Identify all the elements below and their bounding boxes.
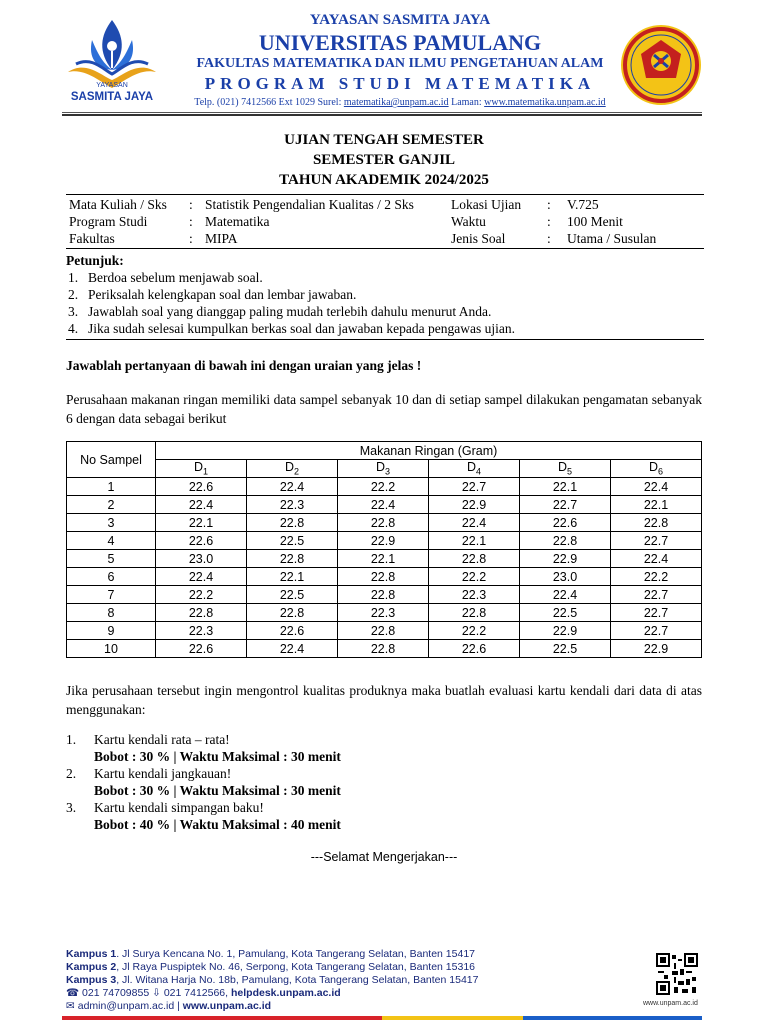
measurement-cell: 22.5 [247, 532, 338, 550]
table-row [67, 586, 702, 604]
case-intro: Perusahaan makanan ringan memiliki data sampel sebanyak 10 dan di setiap sampel dilakukan pengamatan sebanyak 6 dengan data sebagai berikut [66, 392, 702, 426]
question-text: Kartu kendali rata – rata! [94, 732, 230, 747]
table-row [67, 568, 702, 586]
table-row [67, 550, 702, 568]
qr-caption: www.unpam.ac.id [643, 1000, 698, 1007]
list-item: 2. Periksalah kelengkapan soal dan lembar jawaban. [68, 287, 357, 302]
measurement-cell: 22.6 [156, 478, 247, 496]
measurement-cell: 22.6 [429, 640, 520, 658]
sample-number-cell: 10 [67, 640, 156, 658]
measurement-cell: 22.1 [156, 514, 247, 532]
measurement-cell: 22.4 [247, 640, 338, 658]
header-rule-thick [62, 114, 702, 116]
measurement-cell: 22.4 [156, 496, 247, 514]
program-name: PROGRAM STUDI MATEMATIKA [204, 74, 596, 93]
measurement-cell: 22.6 [247, 622, 338, 640]
info-label2: Lokasi Ujian [451, 197, 522, 212]
university-seal [620, 24, 702, 106]
campus-address: . Jl Surya Kencana No. 1, Pamulang, Kota Tangerang Selatan, Banten 15417 [116, 948, 475, 960]
measurement-cell: 22.8 [429, 550, 520, 568]
col-header-d5: $D_5$ [520, 460, 611, 478]
measurement-cell: 22.1 [611, 496, 702, 514]
info-colon: : [547, 197, 551, 212]
table-row [67, 604, 702, 622]
academic-year-title: TAHUN AKADEMIK 2024/2025 [279, 172, 489, 188]
campus-address: , Jl. Witana Harja No. 18b, Pamulang, Kota Tangerang Selatan, Banten 15417 [116, 974, 479, 986]
table-row [67, 496, 702, 514]
measurement-cell: 22.1 [429, 532, 520, 550]
measurement-cell: 23.0 [156, 550, 247, 568]
measurement-cell: 22.1 [520, 478, 611, 496]
measurement-cell: 22.3 [156, 622, 247, 640]
measurement-cell: 22.3 [247, 496, 338, 514]
contact-line: ✉ admin@unpam.ac.id | www.unpam.ac.id [66, 1000, 272, 1012]
col-header-d6: $D_6$ [611, 460, 702, 478]
campus-label: Kampus 2 [66, 961, 117, 973]
measurement-cell: 22.2 [429, 622, 520, 640]
info-value2: V.725 [567, 197, 599, 212]
col-header-group: Makanan Ringan (Gram) [156, 442, 702, 460]
measurement-cell: 22.8 [247, 514, 338, 532]
measurement-cell: 22.8 [611, 514, 702, 532]
measurement-cell: 22.8 [247, 550, 338, 568]
sample-number-cell: 1 [67, 478, 156, 496]
measurement-cell: 22.8 [338, 568, 429, 586]
measurement-cell: 22.9 [429, 496, 520, 514]
col-header-d4: $D_4$ [429, 460, 520, 478]
table-row [67, 478, 702, 496]
measurement-cell: 22.4 [338, 496, 429, 514]
info-label2: Waktu [451, 214, 486, 229]
measurement-cell: 22.4 [520, 586, 611, 604]
question-number: 1. [66, 732, 77, 747]
header-rule-thin [62, 112, 702, 113]
measurement-cell: 22.8 [338, 622, 429, 640]
instructions [66, 252, 704, 340]
contact-phone: Telp. (021) 7412566 Ext 1029 Surel: [194, 97, 344, 108]
measurement-cell: 22.3 [338, 604, 429, 622]
measurement-cell: 22.8 [338, 586, 429, 604]
measurement-cell: 22.7 [611, 532, 702, 550]
measurement-cell: 22.8 [338, 514, 429, 532]
measurement-cell: 22.5 [247, 586, 338, 604]
measurement-cell: 22.4 [611, 550, 702, 568]
contact-website-link[interactable]: www.matematika.unpam.ac.id [484, 97, 606, 108]
instruction-text: Periksalah kelengkapan soal dan lembar jawaban. [88, 287, 357, 302]
sample-number-cell: 5 [67, 550, 156, 568]
info-value2: 100 Menit [567, 214, 623, 229]
measurement-cell: 22.2 [338, 478, 429, 496]
sample-number-cell: 7 [67, 586, 156, 604]
measurement-cell: 22.9 [611, 640, 702, 658]
footer-phone: 021 74709855 [82, 987, 150, 999]
measurement-cell: 22.8 [520, 532, 611, 550]
col-header-d1: $D_1$ [156, 460, 247, 478]
sample-number-cell: 4 [67, 532, 156, 550]
semester-title: SEMESTER GANJIL [312, 152, 456, 168]
faculty-name: FAKULTAS MATEMATIKA DAN ILMU PENGETAHUAN ALAM [196, 56, 604, 71]
instruction-text: Jawablah soal yang dianggap paling mudah terlebih dahulu menurut Anda. [88, 304, 492, 319]
measurement-cell: 22.6 [156, 532, 247, 550]
footer-addresses [66, 948, 478, 1013]
instruction-text: Berdoa sebelum menjawab soal. [88, 270, 263, 285]
sample-number-cell: 3 [67, 514, 156, 532]
measurement-cell: 22.8 [247, 604, 338, 622]
question-text: Kartu kendali jangkauan! [94, 766, 232, 781]
logo-sasmita-label: SASMITA JAYA [70, 91, 154, 103]
info-colon: : [189, 214, 193, 229]
measurement-cell: 22.4 [156, 568, 247, 586]
footer-web[interactable]: www.unpam.ac.id [182, 1000, 272, 1012]
qr-code-icon [656, 953, 698, 995]
phone-icon: ☎ [66, 987, 80, 999]
info-label2: Jenis Soal [451, 231, 506, 246]
table-row [67, 514, 702, 532]
table-row [67, 532, 702, 550]
measurement-cell: 22.2 [429, 568, 520, 586]
campus-line [66, 961, 478, 974]
university-name: UNIVERSITAS PAMULANG [258, 30, 542, 55]
measurement-cell: 22.8 [338, 640, 429, 658]
info-row [66, 213, 704, 230]
measurement-cell: 22.4 [247, 478, 338, 496]
col-header-d3: $D_3$ [338, 460, 429, 478]
measurement-cell: 22.9 [520, 550, 611, 568]
campus-label: Kampus 1 [66, 948, 117, 960]
table-subheader-row [67, 460, 702, 478]
measurement-cell: 22.3 [429, 586, 520, 604]
measurement-cell: 22.7 [520, 496, 611, 514]
question-text: Kartu kendali simpangan baku! [94, 800, 264, 815]
footer-helpdesk[interactable]: helpdesk.unpam.ac.id [230, 987, 341, 999]
sample-number-cell: 6 [67, 568, 156, 586]
contact-email-link[interactable]: matematika@unpam.ac.id [343, 97, 449, 108]
question-number: 2. [66, 766, 77, 781]
measurement-cell: 22.8 [156, 604, 247, 622]
question-number: 3. [66, 800, 77, 815]
measurement-cell: 22.4 [611, 478, 702, 496]
question-weight: Bobot : 40 % | Waktu Maksimal : 40 menit [94, 817, 341, 832]
email-icon: ✉ [66, 1000, 75, 1012]
measurement-cell: 22.6 [156, 640, 247, 658]
info-label: Mata Kuliah / Sks [69, 197, 167, 212]
question-prompt: Jawablah pertanyaan di bawah ini dengan uraian yang jelas ! [66, 358, 422, 373]
info-label: Fakultas [69, 231, 115, 246]
sample-number-cell: 9 [67, 622, 156, 640]
task-intro: Jika perusahaan tersebut ingin mengontrol kualitas produknya maka buatlah evaluasi kartu kendali dari data di atas menggunakan: [66, 683, 702, 717]
measurement-cell: 22.4 [429, 514, 520, 532]
logo-yayasan-label: YAYASAN [96, 82, 128, 89]
foundation-name: YAYASAN SASMITA JAYA [309, 12, 491, 28]
exam-title: UJIAN TENGAH SEMESTER [284, 132, 484, 148]
campus-label: Kampus 3 [66, 974, 117, 986]
list-item: 1. Berdoa sebelum menjawab soal. [68, 270, 263, 285]
info-row [66, 230, 704, 247]
info-colon: : [189, 197, 193, 212]
pen-nib-icon [62, 18, 162, 90]
table-row [67, 640, 702, 658]
contact-web-label: Laman: [448, 97, 485, 108]
measurement-cell: 22.7 [429, 478, 520, 496]
measurement-cell: 22.7 [611, 604, 702, 622]
campus-address: , Jl Raya Puspiptek No. 46, Serpong, Kota Tangerang Selatan, Banten 15316 [116, 961, 475, 973]
info-value: Matematika [205, 214, 270, 229]
info-colon: : [547, 231, 551, 246]
measurement-cell: 22.1 [247, 568, 338, 586]
table-row [67, 622, 702, 640]
sample-number-cell: 8 [67, 604, 156, 622]
measurement-cell: 22.1 [338, 550, 429, 568]
instruction-text: Jika sudah selesai kumpulkan berkas soal dan jawaban kepada pengawas ujian. [88, 321, 515, 336]
table-header-row [67, 442, 702, 460]
footer-email[interactable]: admin@unpam.ac.id [77, 1000, 175, 1012]
measurement-cell: 22.7 [611, 622, 702, 640]
question-weight: Bobot : 30 % | Waktu Maksimal : 30 menit [94, 749, 341, 764]
col-header-d2: $D_2$ [247, 460, 338, 478]
measurement-cell: 22.9 [520, 622, 611, 640]
contact-line [170, 97, 630, 108]
campus-line [66, 974, 478, 987]
info-value: Statistik Pengendalian Kualitas / 2 Sks [205, 197, 414, 212]
info-value2: Utama / Susulan [567, 231, 657, 246]
measurement-cell: 22.5 [520, 640, 611, 658]
sample-data-table [66, 441, 702, 658]
info-value: MIPA [205, 231, 238, 246]
seal-icon [620, 24, 702, 106]
info-label: Program Studi [69, 214, 148, 229]
measurement-cell: 22.7 [611, 586, 702, 604]
footer-color-bar [62, 1016, 702, 1020]
fax-icon: ⇩ [152, 987, 161, 999]
list-item: 3. Jawablah soal yang dianggap paling mudah terlebih dahulu menurut Anda. [68, 304, 492, 319]
sample-number-cell: 2 [67, 496, 156, 514]
info-colon: : [189, 231, 193, 246]
measurement-cell: 22.9 [338, 532, 429, 550]
foundation-logo [62, 18, 162, 118]
contact-line [66, 987, 478, 1000]
footer-fax: 021 7412566, [163, 987, 231, 999]
measurement-cell: 22.2 [156, 586, 247, 604]
table-body [67, 478, 702, 658]
exam-info-table [66, 194, 704, 249]
measurement-cell: 22.6 [520, 514, 611, 532]
measurement-cell: 22.8 [429, 604, 520, 622]
measurement-cell: 22.5 [520, 604, 611, 622]
measurement-cell: 22.2 [611, 568, 702, 586]
info-colon: : [547, 214, 551, 229]
col-header-sample: No Sampel [67, 442, 156, 478]
campus-line [66, 948, 478, 961]
closing-text: ---Selamat Mengerjakan--- [310, 850, 458, 864]
question-weight: Bobot : 30 % | Waktu Maksimal : 30 menit [94, 783, 341, 798]
instructions-heading: Petunjuk: [66, 253, 124, 268]
list-item: 4. Jika sudah selesai kumpulkan berkas soal dan jawaban kepada pengawas ujian. [68, 321, 515, 336]
measurement-cell: 23.0 [520, 568, 611, 586]
info-row [66, 196, 704, 213]
